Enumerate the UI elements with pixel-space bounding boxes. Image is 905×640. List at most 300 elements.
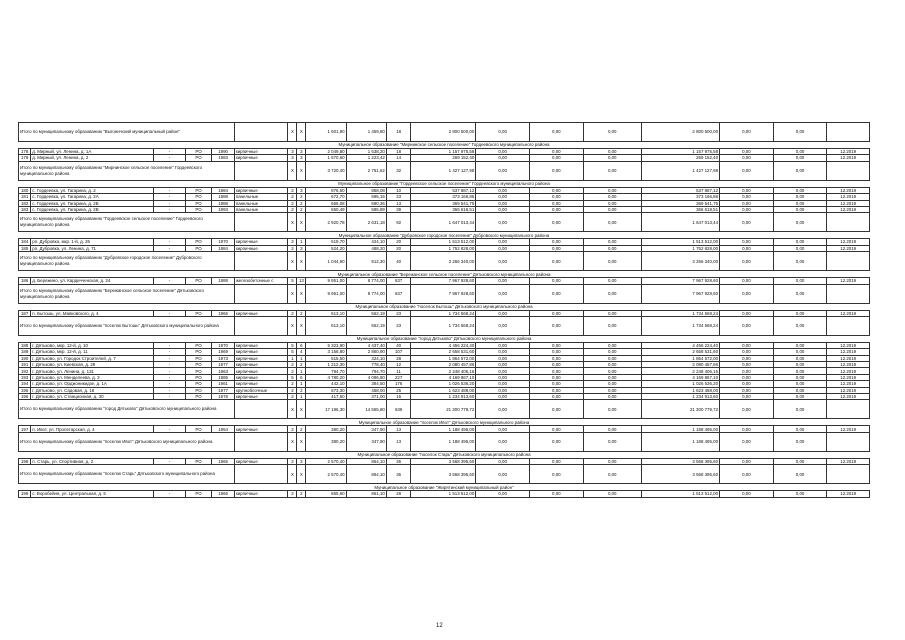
deadline (827, 252, 870, 271)
total-cost: 4 456 224,40 (411, 342, 476, 348)
x-mark: X (297, 465, 306, 484)
living-area: 8 774,00 (346, 278, 386, 284)
federal-funds: 0,00 (476, 278, 530, 284)
work-type: PO (185, 342, 212, 348)
floors: 2 (288, 491, 297, 497)
federal-funds: 0,00 (476, 161, 530, 180)
specific-cost: 0,00 (720, 239, 774, 245)
total-area: 515,50 (306, 355, 346, 361)
work-type: PO (185, 206, 212, 212)
address: г. Дятьково, ул. Городок Строителей, д. 7 (31, 355, 154, 361)
regional-funds: 0,00 (529, 316, 583, 335)
local-funds: 0,00 (583, 381, 641, 387)
total-area: 9 951,00 (306, 278, 346, 284)
specific-cost: 0,00 (720, 161, 774, 180)
specific-cost: 0,00 (720, 213, 774, 232)
entrances: 3 (297, 458, 306, 464)
federal-funds: 0,00 (476, 252, 530, 271)
work-type: PO (185, 381, 212, 387)
subtotal-row (19, 400, 870, 419)
federal-funds: 0,00 (476, 381, 530, 387)
build-year: 1954 (212, 426, 234, 432)
work-type: PO (185, 426, 212, 432)
deadline: 12.2019 (827, 194, 870, 200)
build-year: 1990 (212, 149, 234, 155)
federal-funds: 0,00 (476, 491, 530, 497)
owner-funds: 3 266 340,00 (641, 252, 719, 271)
row-number: 196 (19, 394, 31, 400)
residents-count: 20 (386, 239, 411, 245)
local-funds: 0,00 (583, 432, 641, 451)
max-cost: 0,00 (773, 239, 827, 245)
living-area: 347,90 (346, 426, 386, 432)
row-number: 192 (19, 368, 31, 374)
monument-flag: - (154, 149, 185, 155)
wall-material: кирпичные (234, 394, 288, 400)
residents-count: 40 (386, 252, 411, 271)
build-year: 1993 (212, 206, 234, 212)
row-number: 189 (19, 349, 31, 355)
build-year: 1969 (212, 349, 234, 355)
address: г. Дятьково, ул. Менделеева, д. 3 (31, 374, 154, 380)
deadline: 12.2019 (827, 374, 870, 380)
row-number: 186 (19, 278, 31, 284)
deadline: 12.2019 (827, 206, 870, 212)
empty-cell (234, 252, 288, 271)
address: г. Дятьково, мкр. 12-й, д. 10 (31, 342, 154, 348)
federal-funds: 0,00 (476, 206, 530, 212)
max-cost: 0,00 (773, 342, 827, 348)
living-area: 1 223,42 (346, 155, 386, 161)
empty-cell (234, 316, 288, 335)
owner-funds: 1 734 568,24 (641, 310, 719, 316)
deadline: 12.2019 (827, 310, 870, 316)
total-area: 650,49 (306, 206, 346, 212)
total-cost: 1 623 488,00 (411, 387, 476, 393)
municipality-name: Муниципальное образование "поселок Ивот" Дятьковского муниципального района (19, 419, 870, 426)
work-type: PO (185, 394, 212, 400)
federal-funds: 0,00 (476, 310, 530, 316)
living-area: 324,10 (346, 355, 386, 361)
wall-material: панельные (234, 206, 288, 212)
max-cost: 0,00 (773, 432, 827, 451)
max-cost: 0,00 (773, 206, 827, 212)
subtotal-label: Итого по муниципальному образованию "Дубровское городское поселение" Дубровского муниципального района (19, 252, 235, 271)
floors: 2 (288, 381, 297, 387)
x-mark: X (288, 123, 297, 142)
federal-funds: 0,00 (476, 187, 530, 193)
deadline: 12.2019 (827, 458, 870, 464)
entrances: 3 (297, 149, 306, 155)
living-area: 14 555,80 (346, 400, 386, 419)
subtotal-row (19, 284, 870, 303)
local-funds: 0,00 (583, 206, 641, 212)
entrances: 6 (297, 374, 306, 380)
total-area: 2 920,78 (306, 213, 346, 232)
federal-funds: 0,00 (476, 213, 530, 232)
floors: 2 (288, 187, 297, 193)
max-cost: 0,00 (773, 200, 827, 206)
wall-material: кирпичные (234, 491, 288, 497)
local-funds: 0,00 (583, 458, 641, 464)
deadline: 12.2019 (827, 368, 870, 374)
total-cost: 4 169 867,10 (411, 374, 476, 380)
residents-count: 18 (386, 149, 411, 155)
monument-flag: - (154, 155, 185, 161)
row-number: 185 (19, 245, 31, 251)
deadline (827, 123, 870, 142)
total-cost: 21 300 779,72 (411, 400, 476, 419)
residents-count: 11 (386, 368, 411, 374)
max-cost: 0,00 (773, 187, 827, 193)
residents-count: 23 (386, 310, 411, 316)
local-funds: 0,00 (583, 278, 641, 284)
entrances: 2 (297, 200, 306, 206)
x-mark: X (297, 123, 306, 142)
specific-cost: 0,00 (720, 349, 774, 355)
empty-cell (234, 213, 288, 232)
monument-flag: - (154, 206, 185, 212)
address: с. Гордеевка, ул. Гагарина, д. 2В (31, 206, 154, 212)
monument-flag: - (154, 342, 185, 348)
residents-count: 25 (386, 387, 411, 393)
local-funds: 0,00 (583, 368, 641, 374)
max-cost: 0,00 (773, 458, 827, 464)
living-area: 794,70 (346, 368, 386, 374)
living-area: 585,89 (346, 206, 386, 212)
specific-cost: 0,00 (720, 284, 774, 303)
row-number: 183 (19, 206, 31, 212)
living-area: 778,40 (346, 362, 386, 368)
x-mark: X (288, 465, 297, 484)
deadline: 12.2019 (827, 362, 870, 368)
federal-funds: 0,00 (476, 362, 530, 368)
municipality-name: Муниципальное образование "Жирятинский муниципальный район" (19, 484, 870, 491)
empty-cell (234, 432, 288, 451)
federal-funds: 0,00 (476, 355, 530, 361)
entrances: 2 (297, 310, 306, 316)
entrances: 2 (297, 491, 306, 497)
total-cost: 3 568 395,60 (411, 465, 476, 484)
work-type: PO (185, 200, 212, 206)
owner-funds: 369 541,75 (641, 200, 719, 206)
row-number: 179 (19, 155, 31, 161)
regional-funds: 0,00 (529, 465, 583, 484)
build-year: 1963 (212, 368, 234, 374)
deadline: 12.2019 (827, 187, 870, 193)
municipality-name: Муниципальное образование "Гордеевское сельское поселение" Гордеевского муниципального района (19, 180, 870, 187)
local-funds: 0,00 (583, 310, 641, 316)
total-cost: 1 188 495,00 (411, 432, 476, 451)
monument-flag: - (154, 239, 185, 245)
build-year: 1966 (212, 491, 234, 497)
max-cost: 0,00 (773, 161, 827, 180)
subtotal-row (19, 432, 870, 451)
monument-flag: - (154, 194, 185, 200)
local-funds: 0,00 (583, 123, 641, 142)
federal-funds: 0,00 (476, 458, 530, 464)
work-type: PO (185, 278, 212, 284)
entrances: 2 (297, 362, 306, 368)
address: д. Мирный, ул. Ленина, д. 1А (31, 149, 154, 155)
subtotal-row (19, 465, 870, 484)
specific-cost: 0,00 (720, 491, 774, 497)
max-cost: 0,00 (773, 252, 827, 271)
owner-funds: 7 967 928,60 (641, 284, 719, 303)
regional-funds: 0,00 (529, 284, 583, 303)
floors: 2 (288, 394, 297, 400)
work-type: PO (185, 458, 212, 464)
wall-material: кирпичные (234, 310, 288, 316)
regional-funds: 0,00 (529, 194, 583, 200)
federal-funds: 0,00 (476, 284, 530, 303)
row-number: 194 (19, 381, 31, 387)
deadline: 12.2019 (827, 278, 870, 284)
total-area: 1 601,90 (306, 123, 346, 142)
deadline (827, 213, 870, 232)
living-area: 595,15 (346, 194, 386, 200)
page-number: 12 (436, 623, 443, 629)
municipality-name: Муниципальное образование "город Дятьково" Дятьковского муниципального района (19, 335, 870, 342)
total-area: 1 044,90 (306, 252, 346, 271)
owner-funds: 2 658 531,60 (641, 349, 719, 355)
total-area: 573,30 (306, 387, 346, 393)
regional-funds: 0,00 (529, 387, 583, 393)
residents-count: 23 (386, 316, 411, 335)
subtotal-label: Итого по муниципальному образованию "Гордеевское сельское поселение" Гордеевского муниципального района (19, 213, 235, 232)
max-cost: 0,00 (773, 349, 827, 355)
empty-cell (234, 161, 288, 180)
max-cost: 0,00 (773, 316, 827, 335)
empty-cell (234, 123, 288, 142)
address: д. Мирный, ул. Ленина, д. 2 (31, 155, 154, 161)
wall-material: железобетонные с (234, 278, 288, 284)
wall-material: кирпичные (234, 355, 288, 361)
monument-flag: - (154, 387, 185, 393)
living-area: 2 631,18 (346, 213, 386, 232)
subtotal-label: Итого по муниципальному образованию "Мирнинское сельское поселение" Гордеевского муниципального района (19, 161, 235, 180)
local-funds: 0,00 (583, 194, 641, 200)
build-year: 1977 (212, 387, 234, 393)
total-area: 666,08 (306, 200, 346, 206)
total-area: 442,10 (306, 381, 346, 387)
specific-cost: 0,00 (720, 200, 774, 206)
max-cost: 0,00 (773, 284, 827, 303)
total-area: 976,50 (306, 187, 346, 193)
living-area: 1 538,20 (346, 149, 386, 155)
federal-funds: 0,00 (476, 368, 530, 374)
build-year: 1966 (212, 310, 234, 316)
residents-count: 12 (386, 362, 411, 368)
x-mark: X (297, 161, 306, 180)
wall-material: кирпичные (234, 342, 288, 348)
regional-funds: 0,00 (529, 381, 583, 387)
subtotal-row (19, 161, 870, 180)
build-year: 1988 (212, 200, 234, 206)
floors: 2 (288, 310, 297, 316)
regional-funds: 0,00 (529, 400, 583, 419)
regional-funds: 0,00 (529, 310, 583, 316)
entrances: 1 (297, 381, 306, 387)
floors: 2 (288, 362, 297, 368)
monument-flag: - (154, 374, 185, 380)
total-area: 613,10 (306, 310, 346, 316)
local-funds: 0,00 (583, 374, 641, 380)
floors: 5 (288, 374, 297, 380)
x-mark: X (288, 284, 297, 303)
residents-count: 227 (386, 374, 411, 380)
floors: 5 (288, 349, 297, 355)
x-mark: X (288, 213, 297, 232)
total-cost: 3 568 395,60 (411, 458, 476, 464)
monument-flag: - (154, 426, 185, 432)
local-funds: 0,00 (583, 316, 641, 335)
total-cost: 1 427 127,98 (411, 161, 476, 180)
federal-funds: 0,00 (476, 200, 530, 206)
specific-cost: 0,00 (720, 355, 774, 361)
max-cost: 0,00 (773, 123, 827, 142)
wall-material: кирпичные (234, 187, 288, 193)
wall-material: кирпичные (234, 381, 288, 387)
total-cost: 1 234 913,60 (411, 394, 476, 400)
total-area: 1 670,60 (306, 155, 346, 161)
local-funds: 0,00 (583, 355, 641, 361)
municipality-name: Муниципальное образование "поселок Старь" Дятьковского муниципального района (19, 451, 870, 458)
subtotal-label: Итого по муниципальному образованию "поселок Бытошь" Дятьковского муниципального района (19, 316, 235, 335)
owner-funds: 21 300 779,72 (641, 400, 719, 419)
living-area: 590,36 (346, 200, 386, 206)
address: п. Бытошь, ул. Маяковского, д. 4 (31, 310, 154, 316)
max-cost: 0,00 (773, 465, 827, 484)
municipality-name: Муниципальное образование "Мирнинское сельское поселение" Гордеевского муниципального района (19, 142, 870, 149)
local-funds: 0,00 (583, 387, 641, 393)
total-area: 519,70 (306, 239, 346, 245)
federal-funds: 0,00 (476, 245, 530, 251)
living-area: 4 437,40 (346, 342, 386, 348)
wall-material: кирпичные (234, 368, 288, 374)
owner-funds: 1 234 913,60 (641, 394, 719, 400)
regional-funds: 0,00 (529, 342, 583, 348)
total-area: 380,20 (306, 426, 346, 432)
federal-funds: 0,00 (476, 394, 530, 400)
local-funds: 0,00 (583, 245, 641, 251)
owner-funds: 2 080 457,86 (641, 362, 719, 368)
regional-funds: 0,00 (529, 349, 583, 355)
entrances: 1 (297, 394, 306, 400)
address: рп. Дубровка, мкр. 1-й, д. 26 (31, 239, 154, 245)
federal-funds: 0,00 (476, 426, 530, 432)
specific-cost: 0,00 (720, 149, 774, 155)
owner-funds: 269 152,40 (641, 155, 719, 161)
federal-funds: 0,00 (476, 387, 530, 393)
max-cost: 0,00 (773, 368, 827, 374)
municipality-header-row (19, 303, 870, 310)
specific-cost: 0,00 (720, 252, 774, 271)
work-type: PO (185, 194, 212, 200)
specific-cost: 0,00 (720, 426, 774, 432)
floors: 2 (288, 426, 297, 432)
subtotal-row (19, 252, 870, 271)
owner-funds: 3 568 395,60 (641, 465, 719, 484)
address: г. Дятьково, мкр. 12-й, д. 11 (31, 349, 154, 355)
regional-funds: 0,00 (529, 355, 583, 361)
build-year: 1965 (212, 458, 234, 464)
regional-funds: 0,00 (529, 200, 583, 206)
deadline: 12.2019 (827, 149, 870, 155)
specific-cost: 0,00 (720, 123, 774, 142)
total-cost: 1 734 568,24 (411, 310, 476, 316)
housing-register-table (18, 122, 870, 498)
owner-funds: 1 752 828,00 (641, 245, 719, 251)
build-year: 1988 (212, 194, 234, 200)
empty-cell (234, 284, 288, 303)
work-type: PO (185, 187, 212, 193)
regional-funds: 0,00 (529, 458, 583, 464)
specific-cost: 0,00 (720, 245, 774, 251)
address: рп. Дубровка, ул. Ленина, д. 71 (31, 245, 154, 251)
wall-material: кирпичные (234, 245, 288, 251)
local-funds: 0,00 (583, 362, 641, 368)
local-funds: 0,00 (583, 284, 641, 303)
work-type: PO (185, 368, 212, 374)
work-type: PO (185, 310, 212, 316)
row-number: 197 (19, 426, 31, 432)
work-type: PO (185, 155, 212, 161)
local-funds: 0,00 (583, 239, 641, 245)
monument-flag: - (154, 355, 185, 361)
empty-cell (234, 465, 288, 484)
max-cost: 0,00 (773, 245, 827, 251)
municipality-header-row (19, 232, 870, 239)
owner-funds: 537 887,12 (641, 187, 719, 193)
specific-cost: 0,00 (720, 374, 774, 380)
total-cost: 2 800 500,00 (411, 123, 476, 142)
deadline (827, 284, 870, 303)
address: п. Ивот, ул. Пролетарская, д. 4 (31, 426, 154, 432)
regional-funds: 0,00 (529, 213, 583, 232)
x-mark: X (297, 284, 306, 303)
row-number: 199 (19, 491, 31, 497)
empty-cell (234, 400, 288, 419)
specific-cost: 0,00 (720, 310, 774, 316)
regional-funds: 0,00 (529, 252, 583, 271)
entrances: 2 (297, 194, 306, 200)
owner-funds: 1 734 568,24 (641, 316, 719, 335)
regional-funds: 0,00 (529, 374, 583, 380)
deadline (827, 465, 870, 484)
specific-cost: 0,00 (720, 206, 774, 212)
federal-funds: 0,00 (476, 432, 530, 451)
local-funds: 0,00 (583, 465, 641, 484)
local-funds: 0,00 (583, 342, 641, 348)
monument-flag: - (154, 200, 185, 206)
work-type: PO (185, 349, 212, 355)
max-cost: 0,00 (773, 381, 827, 387)
max-cost: 0,00 (773, 278, 827, 284)
x-mark: X (288, 400, 297, 419)
wall-material: панельные (234, 194, 288, 200)
owner-funds: 1 026 536,20 (641, 381, 719, 387)
subtotal-label: Итого по муниципальному образованию "Выгоничский муниципальный район" (19, 123, 235, 142)
residents-count: 13 (386, 200, 411, 206)
floors: 2 (288, 387, 297, 393)
address: с. Гордеевка, ул. Гагарина, д. 2 (31, 187, 154, 193)
living-area: 912,30 (346, 252, 386, 271)
wall-material: кирпичные (234, 349, 288, 355)
entrances: 13 (297, 278, 306, 284)
address: с. Гордеевка, ул. Гагарина, д. 2А (31, 194, 154, 200)
wall-material: кирпичные (234, 374, 288, 380)
